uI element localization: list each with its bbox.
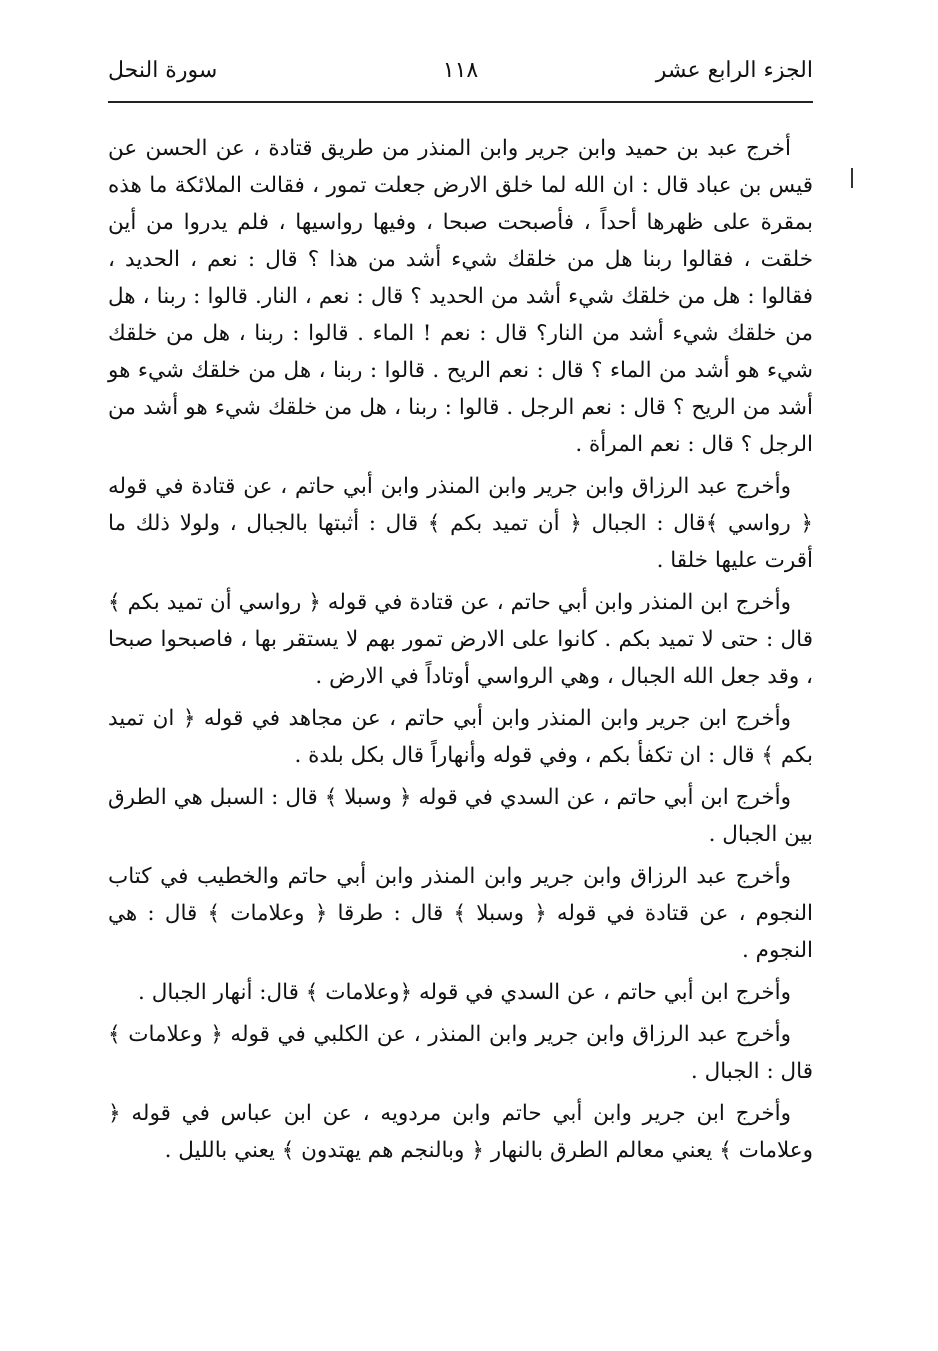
- paragraph: وأخرج عبد الرزاق وابن جرير وابن المنذر وابن أبي حاتم والخطيب في كتاب النجوم ، عن قتادة في قوله ﴿ وسبلا ﴾ قال : طرقا ﴿ وعلامات ﴾ قال : هي النجوم .: [108, 864, 813, 963]
- paragraph: وأخرج ابن جرير وابن المنذر وابن أبي حاتم ، عن مجاهد في قوله ﴿ ان تميد بكم ﴾ قال : ان تكفأ بكم ، وفي قوله وأنهاراً قال بكل بلدة .: [108, 706, 813, 768]
- header-rule: [108, 101, 813, 103]
- paragraph: وأخرج عبد الرزاق وابن جرير وابن المنذر وابن أبي حاتم ، عن قتادة في قوله ﴿ رواسي ﴾قال : الجبال ﴿ أن تميد بكم ﴾ قال : أثبتها بالجبال ، ولولا ذلك ما أقرت عليها خلقا .: [108, 474, 813, 573]
- paragraph: وأخرج ابن أبي حاتم ، عن السدي في قوله ﴿وعلامات ﴾ قال: أنهار الجبال .: [138, 980, 791, 1005]
- paragraph: أخرج عبد بن حميد وابن جرير وابن المنذر من طريق قتادة ، عن الحسن عن قيس بن عباد قال : ان الله لما خلق الارض جعلت تمور ، فقالت الملائكة ما هذه بمقرة على ظهرها أحداً ، فأصبحت صبحا ، وفيها رواسيها ، فلم يدروا من أين خلقت ، فقالوا ربنا هل من خلقك شيء أشد من هذا ؟ قال : نعم ، الحديد ، فقالوا : هل من خلقك شيء أشد من الحديد ؟ قال : نعم ، النار. قالوا : ربنا ، هل من خلقك شيء أشد من النار؟ قال : نعم ! الماء . قالوا : ربنا ، هل من خلقك شيء هو أشد من الماء ؟ قال : نعم الريح . قالوا : ربنا ، هل من خلقك شيء هو أشد من الريح ؟ قال : نعم الرجل . قالوا : ربنا ، هل من خلقك شيء هو أشد من الرجل ؟ قال : نعم المرأة .: [108, 136, 813, 457]
- paragraph: وأخرج ابن المنذر وابن أبي حاتم ، عن قتادة في قوله ﴿ رواسي أن تميد بكم ﴾ قال : حتى لا تميد بكم . كانوا على الارض تمور بهم لا يستقر بها ، فاصبحوا صبحا ، وقد جعل الله الجبال ، وهي الرواسي أوتاداً في الارض .: [108, 590, 813, 689]
- margin-mark: [851, 168, 853, 188]
- paragraph: وأخرج عبد الرزاق وابن جرير وابن المنذر ، عن الكلبي في قوله ﴿ وعلامات ﴾ قال : الجبال .: [108, 1022, 813, 1084]
- page-body: [108, 130, 813, 1174]
- page-header: [108, 58, 813, 98]
- paragraph: وأخرج ابن جرير وابن أبي حاتم وابن مردويه ، عن ابن عباس في قوله ﴿ وعلامات ﴾ يعني معالم الطرق بالنهار ﴿ وبالنجم هم يهتدون ﴾ يعني بالليل .: [108, 1101, 813, 1163]
- paragraph: وأخرج ابن أبي حاتم ، عن السدي في قوله ﴿ وسبلا ﴾ قال : السبل هي الطرق بين الجبال .: [108, 785, 813, 847]
- surah-label: سورة النحل: [108, 58, 218, 83]
- page-number: ١١٨: [442, 58, 479, 83]
- juz-label: الجزء الرابع عشر: [655, 58, 813, 83]
